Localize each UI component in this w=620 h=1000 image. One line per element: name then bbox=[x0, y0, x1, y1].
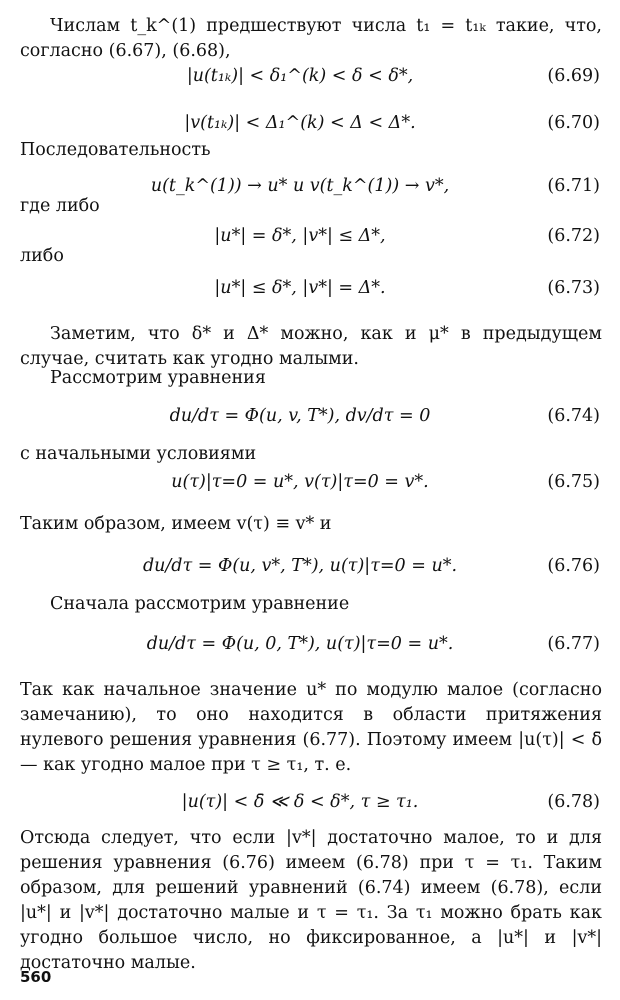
equation-6-71: u(t_k^(1)) → u* и v(t_k^(1)) → v*, bbox=[150, 176, 450, 196]
page-number: 560 bbox=[20, 968, 52, 986]
text-first-consider: Сначала рассмотрим уравнение bbox=[50, 594, 350, 614]
text-where-either: где либо bbox=[20, 196, 100, 216]
text-sequence: Последовательность bbox=[20, 140, 211, 160]
equation-6-75: u(τ)|τ=0 = u*, v(τ)|τ=0 = v*. bbox=[171, 472, 429, 492]
paragraph-intro: Числам t_k^(1) предшествуют числа t₁ = t₁ₖ такие, что, согласно (6.67), (6.68), bbox=[20, 16, 602, 61]
equation-number-6-73: (6.73) bbox=[547, 278, 600, 298]
text-initial-conditions: с начальными условиями bbox=[20, 444, 257, 464]
equation-6-73: |u*| ≤ δ*, |v*| = Δ*. bbox=[214, 278, 386, 298]
equation-6-72: |u*| = δ*, |v*| ≤ Δ*, bbox=[214, 226, 386, 246]
equation-6-69: |u(t₁ₖ)| < δ₁^(k) < δ < δ*, bbox=[186, 66, 414, 86]
equation-number-6-70: (6.70) bbox=[547, 113, 600, 133]
equation-number-6-76: (6.76) bbox=[547, 556, 600, 576]
equation-number-6-72: (6.72) bbox=[547, 226, 600, 246]
equation-6-74: du/dτ = Φ(u, v, T*), dv/dτ = 0 bbox=[169, 406, 431, 426]
equation-6-77: du/dτ = Φ(u, 0, T*), u(τ)|τ=0 = u*. bbox=[146, 634, 454, 654]
text-consider-equations: Рассмотрим уравнения bbox=[50, 368, 266, 388]
equation-6-70: |v(t₁ₖ)| < Δ₁^(k) < Δ < Δ*. bbox=[184, 113, 416, 133]
text-or: либо bbox=[20, 246, 64, 266]
equation-number-6-71: (6.71) bbox=[547, 176, 600, 196]
equation-number-6-75: (6.75) bbox=[547, 472, 600, 492]
equation-number-6-78: (6.78) bbox=[547, 792, 600, 812]
equation-6-76: du/dτ = Φ(u, v*, T*), u(τ)|τ=0 = u*. bbox=[142, 556, 458, 576]
text-thus-have: Таким образом, имеем v(τ) ≡ v* и bbox=[20, 514, 332, 534]
equation-number-6-69: (6.69) bbox=[547, 66, 600, 86]
equation-number-6-77: (6.77) bbox=[547, 634, 600, 654]
paragraph-note-small: Заметим, что δ* и Δ* можно, как и μ* в предыдущем случае, считать как угодно малыми. bbox=[20, 324, 602, 369]
paragraph-conclusion: Отсюда следует, что если |v*| достаточно малое, то и для решения уравнения (6.76) имеем (6.78) при τ = τ₁. Таким образом, для решений уравнений (6.74) имеем (6.78), если |u*| и |v*| достаточно малые и τ = τ₁. За τ₁ можно брать как угодно большое число, но фиксированное, а |u*| и |v*| достаточно малые. bbox=[20, 828, 602, 973]
equation-number-6-74: (6.74) bbox=[547, 406, 600, 426]
paragraph-initial-value: Так как начальное значение u* по модулю малое (согласно замечанию), то оно находится в области притяжения нулевого решения уравнения (6.77). Поэтому имеем |u(τ)| < δ̄ — как угодно малое при τ ≥ τ₁, т. е. bbox=[20, 680, 602, 775]
equation-6-78: |u(τ)| < δ̄ ≪ δ < δ*, τ ≥ τ₁. bbox=[181, 792, 419, 812]
